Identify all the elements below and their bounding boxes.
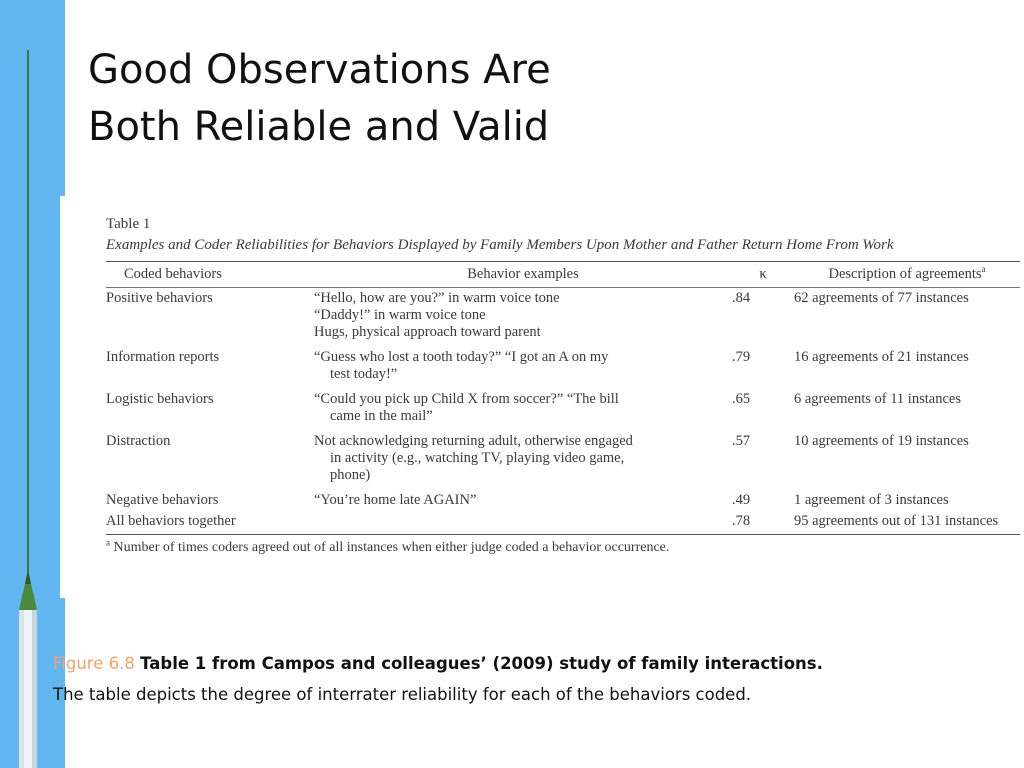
table-figure (106, 215, 1020, 556)
cell-behavior: Distraction (106, 433, 171, 449)
cell-examples (314, 427, 732, 486)
table-row (106, 343, 1020, 385)
example-line: “Daddy!” in warm voice tone (314, 307, 486, 323)
example-line: Not acknowledging returning adult, otherwise engaged (314, 433, 633, 449)
table-row (106, 385, 1020, 427)
cell-kappa: .65 (732, 391, 751, 407)
cell-kappa: .49 (732, 492, 751, 508)
cell-agreements: 62 agreements of 77 instances (794, 290, 969, 306)
footnote-text: Number of times coders agreed out of all instances when either judge coded a behavior occurrence. (110, 540, 670, 555)
footnote-mark: a (106, 537, 110, 548)
table-row (106, 486, 1020, 511)
cell-kappa: .79 (732, 349, 751, 365)
pencil-icon (16, 570, 40, 768)
table-number: Table 1 (106, 216, 151, 232)
cell-examples (314, 288, 732, 344)
cell-agreements: 95 agreements out of 131 instances (794, 511, 1020, 535)
table-row (106, 288, 1020, 344)
cell-agreements: 6 agreements of 11 instances (794, 391, 961, 407)
header-agreements-text: Description of agreements (828, 266, 982, 282)
cell-kappa: .84 (732, 290, 751, 306)
header-description-of-agreements (794, 262, 1020, 288)
header-behavior-examples: Behavior examples (314, 262, 732, 288)
figure-label: Figure 6.8 (53, 654, 135, 673)
figure-caption (53, 648, 1013, 710)
reliability-table (106, 261, 1020, 535)
figure-caption-line-1 (53, 648, 1013, 679)
cell-examples (314, 511, 732, 535)
example-line: test today!” (330, 366, 398, 382)
cell-behavior: Logistic behaviors (106, 391, 214, 407)
header-kappa: κ (732, 262, 794, 288)
cell-agreements: 16 agreements of 21 instances (794, 349, 969, 365)
example-line: “You’re home late AGAIN” (314, 492, 477, 508)
figure-caption-text: The table depicts the degree of interrater reliability for each of the behaviors coded. (53, 685, 752, 704)
cell-behavior: All behaviors together (106, 511, 314, 535)
cell-behavior: Positive behaviors (106, 290, 213, 306)
example-line: “Hello, how are you?” in warm voice tone (314, 290, 560, 306)
example-line: “Could you pick up Child X from soccer?” “The bill (314, 391, 619, 407)
table-row (106, 511, 1020, 535)
strip-notch (60, 196, 65, 598)
cell-agreements: 10 agreements of 19 instances (794, 433, 969, 449)
cell-examples (314, 486, 732, 511)
cell-behavior: Information reports (106, 349, 220, 365)
slide-title-line-2: Both Reliable and Valid (88, 104, 550, 150)
table-row (106, 427, 1020, 486)
example-line: phone) (330, 467, 371, 483)
figure-caption-bold: Table 1 from Campos and colleagues’ (2009) study of family interactions. (140, 654, 823, 673)
example-line: in activity (e.g., watching TV, playing video game, (330, 450, 625, 466)
header-agreements-footnote-mark: a (981, 264, 986, 275)
table-footnote (106, 539, 1020, 556)
slide-title (88, 42, 551, 156)
cell-agreements: 1 agreement of 3 instances (794, 492, 949, 508)
table-header-row (106, 262, 1020, 288)
example-line: came in the mail” (330, 408, 433, 424)
table-caption: Examples and Coder Reliabilities for Behaviors Displayed by Family Members Upon Mother and Father Return Home From Work (106, 237, 894, 253)
cell-examples (314, 385, 732, 427)
slide-title-line-1: Good Observations Are (88, 47, 551, 93)
cell-examples (314, 343, 732, 385)
cell-behavior: Negative behaviors (106, 492, 219, 508)
cell-kappa: .57 (732, 433, 751, 449)
header-coded-behaviors: Coded behaviors (106, 262, 314, 288)
cell-kappa: .78 (732, 511, 794, 535)
example-line: “Guess who lost a tooth today?” “I got an A on my (314, 349, 609, 365)
pencil-line (27, 50, 29, 590)
example-line: Hugs, physical approach toward parent (314, 324, 541, 340)
